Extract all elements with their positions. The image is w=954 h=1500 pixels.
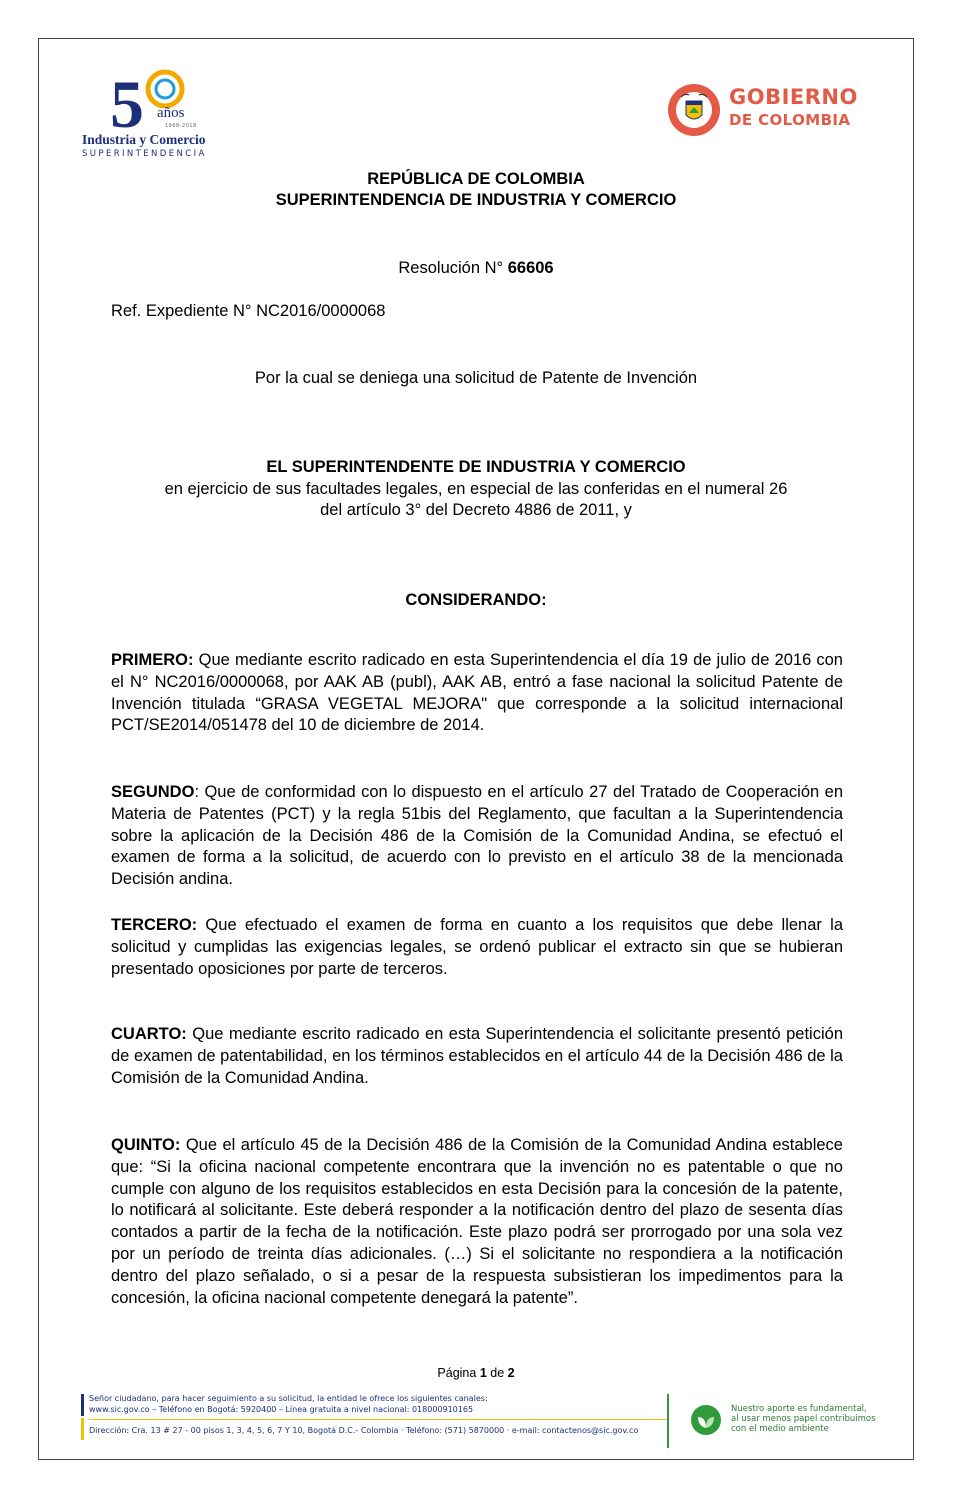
authority-line-1: en ejercicio de sus facultades legales, en especial de las conferidas en el numeral 26 [164, 480, 788, 498]
paragraph-quinto [111, 1135, 843, 1309]
authority-title: EL SUPERINTENDENTE DE INDUSTRIA Y COMERCIO [266, 458, 686, 476]
title-line-1: REPÚBLICA DE COLOMBIA [367, 170, 585, 188]
eco-line-1: Nuestro aporte es fundamental, [731, 1404, 867, 1414]
footer-line-3: Dirección: Cra. 13 # 27 - 00 pisos 1, 3, 4, 5, 6, 7 Y 10, Bogotá D.C.- Colombia · Teléfono: (571) 5870000 · e-mail: contactenos@sic.gov.co [89, 1426, 639, 1435]
gobierno-logo [667, 83, 887, 139]
gobierno-text: GOBIERNO [729, 85, 858, 109]
page-prefix: Página [437, 1366, 480, 1380]
sic-years-text: 1968-2018 [165, 123, 197, 129]
paragraph-text: Que efectuado el examen de forma en cuanto a los requisitos que debe llenar la solicitud y cumplidas las exigencias legales, se ordenó publicar el extracto sin que se hubieran presentado oposiciones por parte de terceros. [111, 916, 843, 978]
footer-line-2: www.sic.gov.co – Teléfono en Bogotá: 5920400 – Línea gratuita a nivel nacional: 018000910165 [89, 1405, 474, 1414]
page-total: 2 [507, 1366, 515, 1380]
eco-leaf-icon [690, 1404, 722, 1436]
page-current: 1 [479, 1366, 487, 1380]
paragraph-tercero [111, 915, 843, 980]
paragraph-text: Que mediante escrito radicado en esta Superintendencia el solicitante presentó petición de examen de patentabilidad, en los términos establecidos en el artículo 44 de la Decisión 486 de la Comisión de la Comunidad Andina. [111, 1025, 843, 1087]
paragraph-text: Que mediante escrito radicado en esta Superintendencia el día 19 de julio de 2016 con el N° NC2016/0000068, por AAK AB (publ), AAK AB, entró a fase nacional la solicitud Patente de Invención titulada “GRASA VEGETAL MEJORA" que corresponde a la solicitud internacional PCT/SE2014/051478 del 10 de diciembre de 2014. [111, 651, 843, 735]
footer-bar-yellow [81, 1418, 84, 1440]
paragraph-text: Que el artículo 45 de la Decisión 486 de la Comisión de la Comunidad Andina establece que: “Si la oficina nacional competente encontrara que la invención no es patentable o que no cumple con alguno de los requisitos establecidos en esta Decisión para la concesión de la patente, lo notificará al solicitante. Este deberá responder a la notificación dentro del plazo de sesenta días contados a partir de la fecha de la notificación. Este plazo podrá ser prorrogado por una sola vez por un período de treinta días adicionales. (…) Si el solicitante no respondiera a la notificación dentro del plazo señalado, o si a pesar de la respuesta subsistieran los impedimentos para la concesión, la oficina nacional competente denegará la patente”. [111, 1136, 843, 1307]
svg-text:5: 5 [110, 66, 144, 135]
footer-bar-blue [81, 1394, 84, 1416]
paragraph-label: PRIMERO: [111, 651, 194, 669]
paragraph-label: SEGUNDO [111, 783, 195, 801]
resolution-number: 66606 [507, 259, 554, 277]
sic-subtitle: SUPERINTENDENCIA [82, 149, 207, 159]
resolution-purpose: Por la cual se deniega una solicitud de Patente de Invención [254, 369, 698, 387]
resolution-line [39, 259, 913, 278]
paragraph-label: QUINTO: [111, 1136, 181, 1154]
eco-line-2: al usar menos papel contribuimos [731, 1414, 876, 1424]
resolution-label: Resolución N° [398, 259, 504, 277]
footer-divider [89, 1419, 669, 1420]
authority-line-2: del artículo 3° del Decreto 4886 de 2011, y [320, 501, 632, 519]
sic-logo [82, 65, 262, 161]
considerando-heading: CONSIDERANDO: [405, 591, 547, 609]
paragraph-segundo [111, 782, 843, 891]
de-colombia-text: DE COLOMBIA [729, 111, 851, 129]
sic-anos-text: años [157, 105, 185, 121]
paragraph-primero [111, 650, 843, 737]
footer-contact [81, 1394, 671, 1444]
page-middle: de [486, 1366, 508, 1380]
eco-message [731, 1404, 876, 1434]
footer-line-1: Señor ciudadano, para hacer seguimiento a su solicitud, la entidad le ofrece los siguientes canales: [89, 1394, 488, 1403]
paragraph-label: TERCERO: [111, 916, 198, 934]
colombia-seal-icon [667, 83, 721, 137]
sic-name: Industria y Comercio [82, 132, 206, 147]
file-reference: Ref. Expediente N° NC2016/0000068 [111, 302, 386, 320]
title-line-2: SUPERINTENDENCIA DE INDUSTRIA Y COMERCIO [275, 191, 677, 209]
paragraph-cuarto [111, 1024, 843, 1089]
footer-separator [667, 1394, 669, 1448]
document-page [38, 38, 914, 1460]
paragraph-text: : Que de conformidad con lo dispuesto en el artículo 27 del Tratado de Cooperación en Materia de Patentes (PCT) y la regla 51bis del Reglamento, que facultan a la Superintendencia sobre la aplicación de la Decisión 486 de la Comisión de la Comunidad Andina, se efectuó el examen de forma a la solicitud, de acuerdo con lo previsto en el artículo 38 de la mencionada Decisión andina. [111, 783, 843, 889]
paragraph-label: CUARTO: [111, 1025, 187, 1043]
eco-line-3: con el medio ambiente [731, 1424, 829, 1434]
page-number [39, 1366, 913, 1380]
